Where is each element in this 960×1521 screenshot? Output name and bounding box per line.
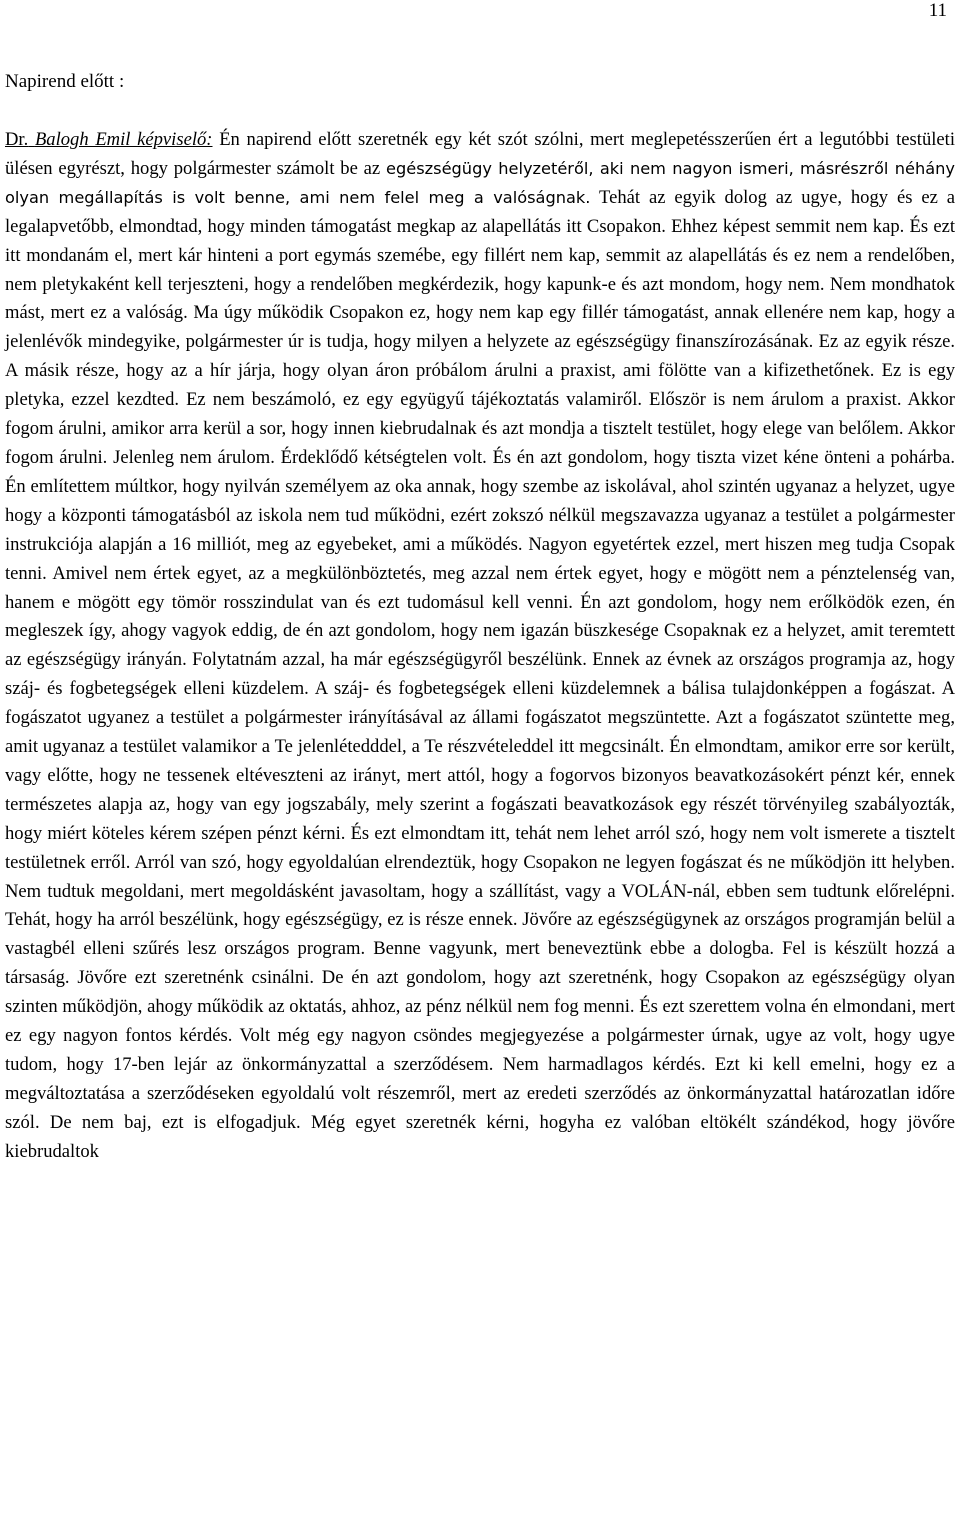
speaker-title: Dr. <box>5 129 29 150</box>
speech-opening: Én napirend előtt szeretnék egy két szót szólni, mert meglepetésszerűen ért a legutóbbi testületi ülésen egyrészt, hogy polgármester számolt be az <box>5 129 955 179</box>
page-number: 11 <box>928 0 947 21</box>
speaker-label <box>5 129 213 150</box>
section-heading: Napirend előtt : <box>5 71 125 92</box>
speech-main: Tehát az egyik dolog az ugye, hogy és ez a legalapvetőbb, elmondtad, hogy minden támogatást megkap az alapellátás itt Csopakon. Ehhez képest semmit nem kap. És ezt itt mondanám el, mert kár hinteni a port egymás szemébe, egy fillért nem kap, semmit az alapellátás és ez nem a rendelőben, nem pletykaként kell terjeszteni, hogy a rendelőben megkérdezik, hogy kapunk-e és azt mondom, hogy nem. Nem mondhatok mást, mert ez a valóság. Ma úgy működik Csopakon ez, hogy nem kap egy fillér támogatást, annak ellenére nem kap, hogy a jelenlévők mindegyike, polgármester úr is tudja, hogy milyen a helyzete az egészségügy finanszírozásának. Ez az egyik része. A másik része, hogy az a hír járja, hogy olyan áron próbálom árulni a praxist, ami fölötte van a kifizethetőnek. Ez is egy pletyka, ezzel kezdted. Ez nem beszámoló, ez egy együgyű tájékoztatás valamiről. Először is nem árulom a praxist. Akkor fogom árulni, amikor arra kerül a sor, hogy innen kiebrudalnak és azt mondja a tisztelt testület, hogy elege van belőlem. Akkor fogom árulni. Jelenleg nem árulom. Érdeklődő kétségtelen volt. És én azt gondolom, hogy tiszta vizet kéne önteni a pohárba. Én említettem múltkor, hogy nyilván személyem az oka annak, hogy szembe az iskolával, ahol szintén ugyanaz a helyzet, ugye hogy a központi támogatásból az iskola nem tud működni, ezért zokszó nélkül megszavazza ugyanaz a testület a polgármester instrukciója alapján a 16 milliót, meg az egyebeket, ami a működés. Nagyon egyetértek ezzel, mert hiszen meg tudja Csopak tenni. Amivel nem értek egyet, az a megkülönböztetés, meg azzal nem értek egyet, hogy e mögött nem a pénztelenség van, hanem e mögött egy tömör rosszindulat van és ezt tudomásul kell venni. Én azt gondolom, hogy nem erőlködök ezen, én megleszek így, ahogy vagyok eddig, de én azt gondolom, hogy nem igazán büszkesége Csopaknak ez a helyzet, amit teremtett az egészségügy irányán. Folytatnám azzal, ha már egészségügyről beszélünk. Ennek az évnek az országos programja az, hogy száj- és fogbetegségek elleni küzdelem. A száj- és fogbetegségek elleni küzdelemnek a bálisa tulajdonképpen a fogászat. A fogászatot ugyanez a testület a polgármester irányításával az állami fogászatot megszüntette. Azt a fogászatot szüntette meg, amit ugyanaz a testület valamikor a Te jelenlétedddel, a Te részvételeddel itt megcsinált. Én elmondtam, amikor erre sor került, vagy előtte, hogy ne tessenek eltéveszteni az irányt, mert attól, hogy a fogorvos bizonyos beavatkozásokért pénzt kér, ennek természetes alapja az, hogy van egy jogszabály, mely szerint a fogászati beavatkozások egy részét törvényileg szabályozták, hogy miért köteles kérem szépen pénzt kérni. És ezt elmondtam itt, tehát nem lehet arról szó, hogy nem volt ismerete a tisztelt testületnek erről. Arról van szó, hogy egyoldalúan elrendeztük, hogy Csopakon ne legyen fogászat és ne működjön itt helyben. Nem tudtuk megoldani, mert megoldásként javasoltam, hogy a szállítást, vagy a VOLÁN-nál, ebben sem tudtunk előrelépni. Tehát, hogy ha arról beszélünk, hogy egészségügy, ez is része ennek. Jövőre az egészségügynek az országos programján belül a vastagbél elleni szűrés lesz országos program. Benne vagyunk, mert beneveztünk ebbe a dologba. Fel is készült hozzá a társaság. Jövőre ezt szeretnénk csinálni. De én azt gondolom, hogy azt szeretnénk, hogy Csopakon az egészségügy olyan szinten működjön, ahogy működik az oktatás, ahhoz, az pénz nélkül nem fog menni. És ezt szerettem volna én elmondani, mert ez egy nagyon fontos kérdés. Volt még egy nagyon csöndes megjegyezése a polgármester úrnak, ugye az volt, hogy ugye tudom, hogy 17-ben lejár az önkormányzattal a szerződésem. Nem harmadlagos kérdés. Ezt ki kell emelni, hogy ez a megváltoztatása a szerződéseken egyoldalú volt részemről, mert az eredeti szerződés az önkormányzattal határozatlan időre szól. De nem baj, ezt is elfogadjuk. Még egyet szeretnék kérni, hogyha ez valóban eltökélt szándékod, hogy jövőre kiebrudaltok <box>5 186 956 1162</box>
speaker-name-role: Balogh Emil képviselő: <box>34 129 213 150</box>
speech-paragraph <box>5 126 955 1167</box>
speech-sans-run: egészségügy helyzetéről, aki nem nagyon ismeri, másrészről néhány olyan megállapítás is volt benne, ami nem felel meg a valóságnak. <box>5 158 955 207</box>
